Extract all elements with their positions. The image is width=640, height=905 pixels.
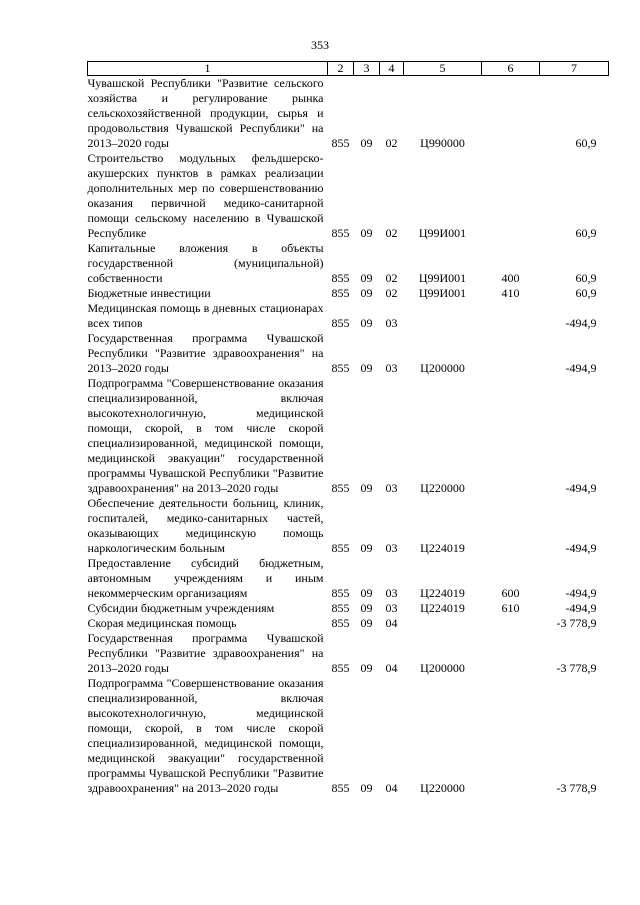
row-ministry-code: 855 <box>331 316 350 330</box>
row-subsection-code: 02 <box>385 286 398 300</box>
page-number: 353 <box>311 38 329 52</box>
table-row <box>88 76 609 152</box>
row-expense-type <box>482 151 540 241</box>
column-header: 1 <box>88 62 328 76</box>
row-expense-type <box>482 676 540 796</box>
row-section-code: 09 <box>360 481 373 495</box>
table-row <box>88 556 609 601</box>
row-section-code: 09 <box>360 286 373 300</box>
row-amount: -494,9 <box>565 601 597 615</box>
row-expense-type <box>482 331 540 376</box>
row-target-article: Ц224019 <box>420 586 465 600</box>
row-ministry-code: 855 <box>331 616 350 630</box>
row-description: Обеспечение деятельности больниц, клиник, госпиталей, медико-санитарных частей, оказывающих медицинскую помощь наркологическим больным <box>87 496 324 555</box>
row-description: Подпрограмма "Совершенствование оказания специализированной, включая высокотехнологичную, медицинской помощи, скорой, в том числе скорой специализированной, медицинской помощи, медицинской эвакуации" государственной программы Чувашской Республики "Развитие здравоохранения" на 2013–2020 годы <box>87 676 324 795</box>
row-section-code: 09 <box>360 541 373 555</box>
row-ministry-code: 855 <box>331 226 350 240</box>
row-section-code: 09 <box>360 226 373 240</box>
row-amount: -3 778,9 <box>556 616 597 630</box>
row-description: Бюджетные инвестиции <box>87 286 211 300</box>
row-description: Строительство модульных фельдшерско-акушерских пунктов в рамках реализации дополнительных мер по совершенствованию оказания первичной медико-санитарной помощи сельскому населению в Чувашской Республике <box>87 151 324 240</box>
row-ministry-code: 855 <box>331 361 350 375</box>
table-row <box>88 616 609 631</box>
table-row <box>88 376 609 496</box>
row-amount: -494,9 <box>565 586 597 600</box>
row-target-article: Ц990000 <box>420 136 465 150</box>
row-target-article: Ц99И001 <box>418 271 467 285</box>
row-ministry-code: 855 <box>331 286 350 300</box>
row-target-article <box>404 301 482 331</box>
row-subsection-code: 03 <box>385 586 398 600</box>
row-description: Государственная программа Чувашской Республики "Развитие здравоохранения" на 2013–2020 годы <box>87 331 324 375</box>
row-description: Капитальные вложения в объекты государственной (муниципальной) собственности <box>87 241 324 285</box>
row-description: Государственная программа Чувашской Республики "Развитие здравоохранения" на 2013–2020 годы <box>87 631 324 675</box>
row-expense-type <box>482 76 540 152</box>
row-amount: -3 778,9 <box>556 781 597 795</box>
row-target-article: Ц224019 <box>420 541 465 555</box>
row-expense-type <box>482 616 540 631</box>
row-ministry-code: 855 <box>331 541 350 555</box>
table-row <box>88 286 609 301</box>
row-section-code: 09 <box>360 361 373 375</box>
row-section-code: 09 <box>360 601 373 615</box>
row-section-code: 09 <box>360 136 373 150</box>
row-amount: 60,9 <box>575 136 597 150</box>
row-expense-type <box>482 496 540 556</box>
row-section-code: 09 <box>360 271 373 285</box>
table-row <box>88 496 609 556</box>
row-expense-type: 400 <box>501 271 520 285</box>
table-header-row <box>88 62 609 76</box>
row-ministry-code: 855 <box>331 136 350 150</box>
row-expense-type: 410 <box>501 286 520 300</box>
row-ministry-code: 855 <box>331 481 350 495</box>
column-header: 5 <box>404 62 482 76</box>
row-expense-type <box>482 631 540 676</box>
row-subsection-code: 03 <box>385 541 398 555</box>
row-target-article: Ц99И001 <box>418 286 467 300</box>
row-target-article: Ц220000 <box>420 781 465 795</box>
row-subsection-code: 04 <box>385 616 398 630</box>
row-subsection-code: 03 <box>385 316 398 330</box>
row-subsection-code: 02 <box>385 136 398 150</box>
column-header: 3 <box>354 62 380 76</box>
row-expense-type <box>482 301 540 331</box>
row-subsection-code: 03 <box>385 361 398 375</box>
budget-table <box>87 61 609 796</box>
row-subsection-code: 03 <box>385 601 398 615</box>
row-amount: -494,9 <box>565 481 597 495</box>
row-description: Подпрограмма "Совершенствование оказания специализированной, включая высокотехнологичную, медицинской помощи, скорой, в том числе скорой специализированной, медицинской помощи, медицинской эвакуации" государственной программы Чувашской Республики "Развитие здравоохранения" на 2013–2020 годы <box>87 376 324 495</box>
row-amount: 60,9 <box>575 226 597 240</box>
row-subsection-code: 02 <box>385 226 398 240</box>
row-ministry-code: 855 <box>331 271 350 285</box>
row-amount: -494,9 <box>565 361 597 375</box>
row-section-code: 09 <box>360 586 373 600</box>
row-amount: -494,9 <box>565 541 597 555</box>
row-target-article: Ц200000 <box>420 361 465 375</box>
table-row <box>88 241 609 286</box>
row-target-article <box>404 616 482 631</box>
column-header: 4 <box>380 62 404 76</box>
row-section-code: 09 <box>360 316 373 330</box>
row-amount: 60,9 <box>575 286 597 300</box>
row-description: Скорая медицинская помощь <box>87 616 237 630</box>
row-subsection-code: 02 <box>385 271 398 285</box>
row-amount: 60,9 <box>575 271 597 285</box>
row-subsection-code: 04 <box>385 661 398 675</box>
row-amount: -3 778,9 <box>556 661 597 675</box>
row-target-article: Ц99И001 <box>418 226 467 240</box>
table-row <box>88 331 609 376</box>
row-amount: -494,9 <box>565 316 597 330</box>
row-expense-type: 610 <box>501 601 520 615</box>
table-row <box>88 601 609 616</box>
column-header: 2 <box>328 62 354 76</box>
row-description: Чувашской Республики "Развитие сельского хозяйства и регулирование рынка сельскохозяйственной продукции, сырья и продовольствия Чувашской Республики" на 2013–2020 годы <box>87 76 324 150</box>
row-ministry-code: 855 <box>331 781 350 795</box>
table-row <box>88 301 609 331</box>
table-row <box>88 151 609 241</box>
column-header: 7 <box>540 62 609 76</box>
row-subsection-code: 03 <box>385 481 398 495</box>
row-subsection-code: 04 <box>385 781 398 795</box>
column-header: 6 <box>482 62 540 76</box>
row-expense-type <box>482 376 540 496</box>
row-expense-type: 600 <box>501 586 520 600</box>
row-target-article: Ц224019 <box>420 601 465 615</box>
row-ministry-code: 855 <box>331 601 350 615</box>
row-ministry-code: 855 <box>331 661 350 675</box>
row-section-code: 09 <box>360 616 373 630</box>
row-section-code: 09 <box>360 781 373 795</box>
row-target-article: Ц220000 <box>420 481 465 495</box>
table-row <box>88 631 609 676</box>
row-section-code: 09 <box>360 661 373 675</box>
row-description: Медицинская помощь в дневных стационарах всех типов <box>87 301 324 330</box>
row-ministry-code: 855 <box>331 586 350 600</box>
row-target-article: Ц200000 <box>420 661 465 675</box>
table-row <box>88 676 609 796</box>
row-description: Предоставление субсидий бюджетным, автономным учреждениям и иным некоммерческим организациям <box>87 556 324 600</box>
row-description: Субсидии бюджетным учреждениям <box>87 601 275 615</box>
